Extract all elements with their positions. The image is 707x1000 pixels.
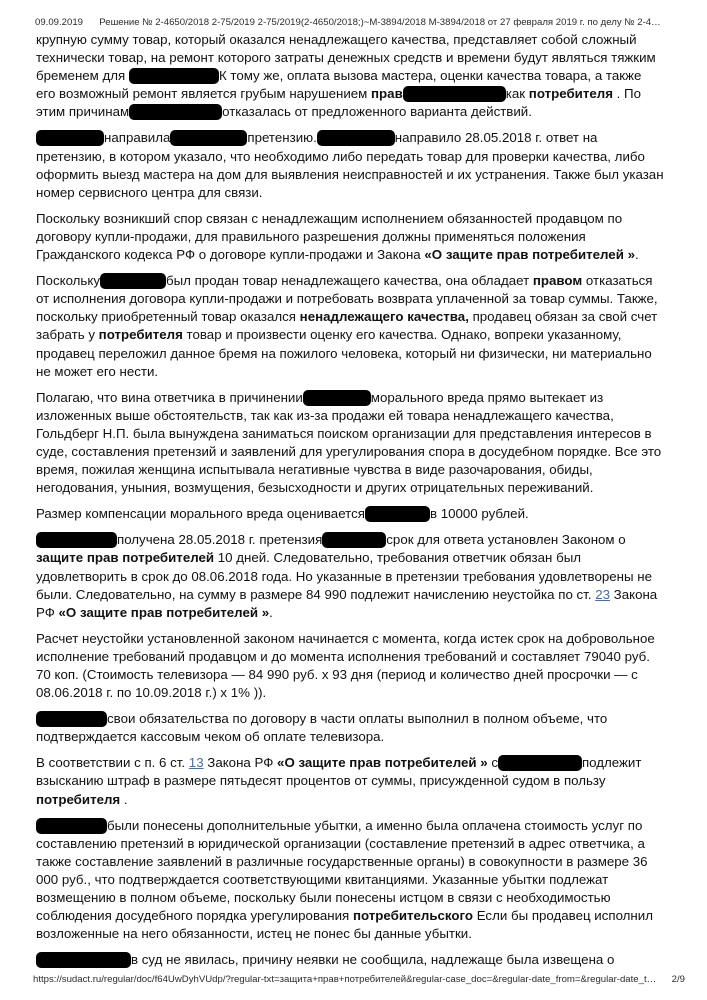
text-run: Если бы продавец исполнил возложенные на него обязанности, истец не понес бы данные убытки.: [36, 908, 653, 942]
bold-text-run: «О защите прав потребителей »: [58, 604, 270, 620]
redaction-bar: [36, 532, 117, 548]
text-run: Закона РФ: [203, 755, 278, 771]
redaction-bar: [170, 130, 247, 146]
text-run: был продан товар ненадлежащего качества, она обладает: [165, 273, 533, 289]
text-run: получена 28.05.2018 г. претензия: [117, 532, 323, 548]
redaction-bar: [498, 755, 582, 771]
bold-text-run: защите прав потребителей: [36, 550, 215, 566]
redaction-bar: [36, 818, 107, 834]
redaction-bar: [303, 390, 371, 406]
paragraph: [36, 505, 664, 523]
redaction-bar: [317, 130, 395, 146]
text-run: срок для ответа установлен Законом о: [386, 532, 626, 548]
text-run: претензию.: [247, 130, 317, 146]
document-body: [36, 31, 664, 977]
redaction-bar: [100, 273, 166, 289]
page-number: 2/9: [671, 974, 685, 985]
text-run: отказаться от исполнения договора купли-продажи и потребовать возврата уплаченной за товар суммы. Также, поскольку приобретенный товар оказался: [36, 273, 658, 325]
text-run: 10 дней. Следовательно, требования ответчик обязан был удовлетворить в срок до 08.06.2018 года. Но указанные в претензии требования удовлетворены не были. Следовательно, на сумму в размере 84 990 подлежит начислению неустойка по ст.: [36, 550, 652, 602]
bold-text-run: прав: [371, 86, 403, 102]
text-run: продавец обязан за свой счет забрать у: [36, 309, 658, 343]
text-run: направила: [104, 130, 171, 146]
print-header: [35, 17, 677, 28]
redaction-bar: [365, 506, 430, 522]
redaction-bar: [36, 711, 107, 727]
text-run: как: [505, 86, 529, 102]
text-run: Поскольку: [36, 273, 100, 289]
text-run: Расчет неустойки установленной законом начинается с момента, когда истек срок на добровольное исполнение требований продавцом и до момента исполнения требований и составляет 79040 руб. 70 коп. (Стоимость телевизора — 84 990 руб. x 93 дня (период и количество дней просрочки — с 08.06.2018 г. по 10.09.2018 г.) x 1% )).: [36, 630, 655, 701]
paragraph: [36, 531, 664, 621]
text-run: были понесены дополнительные убытки, а именно была оплачена стоимость услуг по составлению претензий в юридической организации (составление претензий в адрес ответчика, а также составление заявлений в различные государственные органы) в совокупности в размере 36 000 руб., что подтверждается соответствующими квитанциями. Указанные убытки подлежат возмещению в полном объеме, поскольку были понесены истцом в связи с необходимостью соблюдения досудебного порядка урегулирования: [36, 817, 648, 924]
paragraph: [36, 210, 664, 264]
paragraph: [36, 951, 664, 969]
text-run: . По этим причинам: [36, 86, 642, 120]
source-url: https://sudact.ru/regular/doc/f64UwDyhVUdp/?regular-txt=защита+прав+потребителей&regular-case_doc=&regular-date_from=&regular-date_t…: [33, 974, 657, 985]
text-run: К тому же, оплата вызова мастера, оценки качества товара, а также его возможный ремонт является грубым нарушением: [36, 68, 642, 102]
print-date: 09.09.2019: [35, 17, 84, 28]
bold-text-run: потребителя: [36, 791, 121, 807]
paragraph: [36, 31, 664, 121]
bold-text-run: «О защите прав потребителей »: [424, 247, 635, 263]
paragraph: [36, 817, 664, 944]
redaction-bar: [129, 104, 222, 120]
redaction-bar: [403, 86, 506, 102]
text-run: отказалась от предложенного варианта действий.: [222, 104, 532, 120]
law-article-link[interactable]: 23: [595, 586, 610, 602]
text-run: с: [487, 755, 498, 771]
paragraph: [36, 389, 664, 498]
redaction-bar: [322, 532, 386, 548]
text-run: В соответствии с п. 6 ст.: [36, 755, 189, 771]
redaction-bar: [36, 952, 131, 968]
redaction-bar: [36, 130, 104, 146]
bold-text-run: правом: [532, 273, 583, 289]
text-run: .: [634, 247, 639, 263]
text-run: направило 28.05.2018 г. ответ на претензию, в котором указало, что необходимо либо передать товар для проверки качества, либо оформить выезд мастера на дом для выявления неисправностей и их устранения. Также был указан номер сервисного центра для связи.: [36, 130, 664, 200]
paragraph: [36, 630, 664, 702]
paragraph: [36, 129, 664, 201]
text-run: крупную сумму товар, который оказался ненадлежащего качества, представляет собой сложный технически товар, на ремонт которого затраты денежных средств и времени будут являться тяжким бременем для: [36, 32, 656, 84]
text-run: Закона РФ: [36, 586, 658, 620]
bold-text-run: «О защите прав потребителей »: [277, 755, 488, 771]
text-run: подлежит взысканию штраф в размере пятьдесят процентов от суммы, присужденной судом в пользу: [36, 755, 642, 789]
text-run: Размер компенсации морального вреда оценивается: [36, 506, 365, 522]
bold-text-run: потребительского: [352, 908, 474, 924]
text-run: морального вреда прямо вытекает из изложенных выше обстоятельств, так как из-за продажи ей товара ненадлежащего качества, Гольдберг Н.П. была вынуждена заниматься поиском организации для представления интересов в суде, составления претензий и заявлений для урегулирования спора в досудебном порядке. Все это время, пожилая женщина испытывала негативные чувства в виде разочарования, обиды, негодования, уныния, возмущения, безысходности и других отрицательных переживаний.: [36, 389, 662, 496]
text-run: Поскольку возникший спор связан с ненадлежащим исполнением обязанностей продавцом по договору купли-продажи, для правильного разрешения должны применяться положения Гражданского кодекса РФ о договоре купли-продажи и Закона: [36, 210, 623, 263]
paragraph: [36, 272, 664, 381]
bold-text-run: потребителя: [528, 86, 613, 102]
text-run: .: [269, 604, 273, 620]
text-run: свои обязательства по договору в части оплаты выполнил в полном объеме, что подтверждается кассовым чеком об оплате телевизора.: [36, 711, 608, 745]
text-run: .: [120, 791, 128, 807]
law-article-link[interactable]: 13: [188, 755, 204, 771]
text-run: в суд не явилась, причину неявки не сообщила, надлежаще была извещена о: [131, 952, 615, 968]
bold-text-run: потребителя: [98, 327, 183, 343]
text-run: товар и произвести оценку его качества. Однако, вопреки указанному, продавец переложил данное бремя на пожилого человека, который ни физически, ни материально не может его нести.: [36, 327, 652, 379]
document-title: Решение № 2-4650/2018 2-75/2019 2-75/2019(2-4650/2018;)~М-3894/2018 М-3894/2018 от 27 февраля 2019 г. по делу № 2-4…: [99, 17, 661, 28]
print-footer: [33, 974, 685, 985]
paragraph: [36, 710, 664, 746]
redaction-bar: [129, 68, 219, 84]
text-run: Полагаю, что вина ответчика в причинении: [36, 389, 303, 405]
paragraph: [36, 754, 664, 808]
text-run: в 10000 рублей.: [429, 506, 529, 522]
bold-text-run: ненадлежащего качества,: [299, 309, 469, 325]
